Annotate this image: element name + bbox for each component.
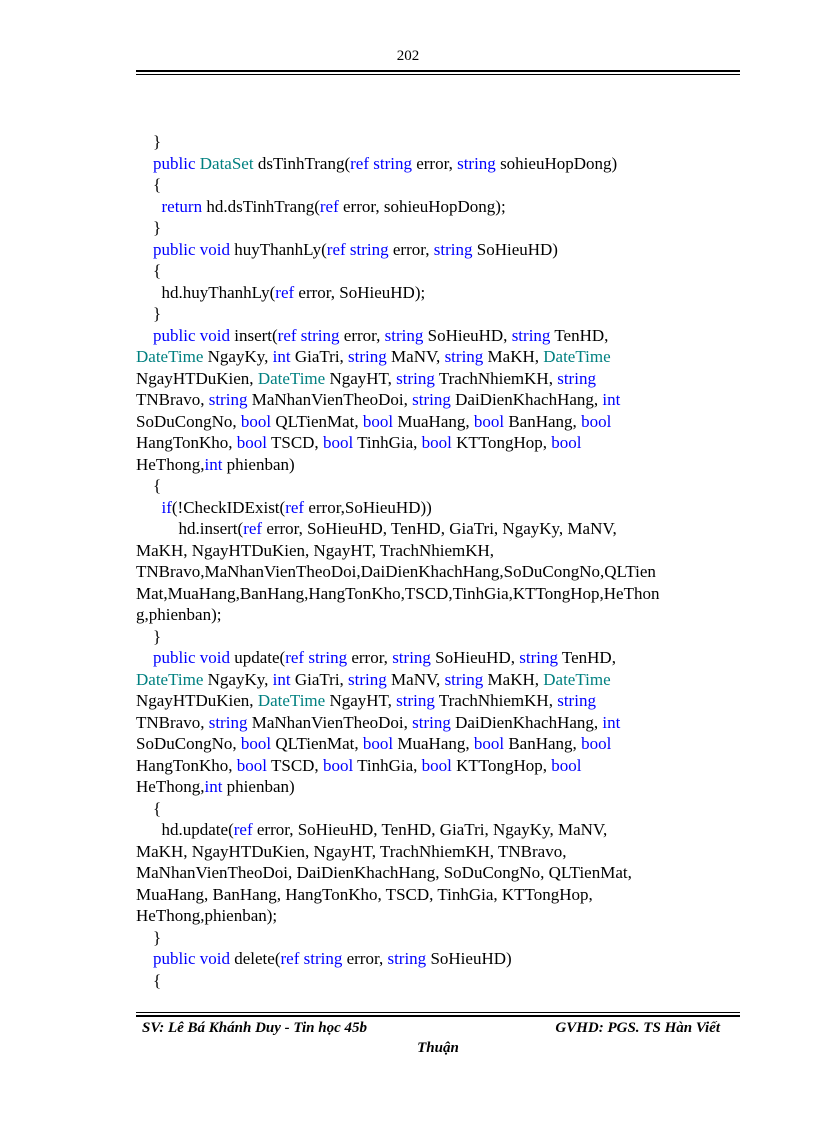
code-text: SoDuCongNo, <box>136 734 241 753</box>
code-keyword: void <box>199 325 230 345</box>
code-line <box>136 518 740 540</box>
code-type: DateTime <box>543 669 611 689</box>
footer-student: SV: Lê Bá Khánh Duy - Tin học 45b <box>142 1020 368 1036</box>
code-line <box>136 153 740 175</box>
code-keyword: string <box>511 325 551 345</box>
code-text: MuaHang, <box>393 734 474 753</box>
code-keyword: string <box>303 949 343 968</box>
code-keyword: void <box>199 239 230 259</box>
code-keyword: bool <box>236 433 268 452</box>
header-rule <box>136 70 740 75</box>
code-keyword: ref <box>243 519 263 538</box>
code-text: TNBravo, <box>136 712 209 732</box>
code-keyword: ref <box>275 282 295 302</box>
code-text: (!CheckIDExist( <box>171 497 286 517</box>
code-keyword: string <box>412 390 451 409</box>
code-line <box>136 540 740 562</box>
code-text: NgayHT, <box>325 691 397 710</box>
code-keyword: string <box>444 347 484 366</box>
code-text: MuaHang, BanHang, HangTonKho, TSCD, TinhGia, KTTongHop, <box>136 884 593 904</box>
code-line <box>136 260 740 282</box>
code-line <box>136 862 740 884</box>
code-line <box>136 282 740 304</box>
code-text: TrachNhiemKH, <box>434 368 558 388</box>
code-keyword: string <box>208 712 248 732</box>
code-keyword: public <box>153 153 196 173</box>
code-text: g,phienban); <box>136 605 222 624</box>
code-text: MaKH, NgayHTDuKien, NgayHT, TrachNhiemKH, TNBravo, <box>136 841 567 861</box>
code-text: HeThong, <box>136 777 205 796</box>
code-keyword: string <box>433 239 473 259</box>
code-text: TrachNhiemKH, <box>434 691 558 710</box>
footer-supervisor-continuation: Thuận <box>417 1040 459 1056</box>
code-line <box>136 905 740 927</box>
code-keyword: bool <box>421 755 452 775</box>
code-line <box>136 690 740 712</box>
code-keyword: public <box>153 949 196 968</box>
code-text: error, <box>342 949 388 968</box>
code-text: error, SoHieuHD); <box>294 282 426 302</box>
code-text: HeThong,phienban); <box>136 906 278 925</box>
code-text: error, <box>339 325 385 345</box>
code-keyword: bool <box>322 755 354 775</box>
code-line <box>136 970 740 992</box>
code-text: NgayKy, <box>203 669 273 689</box>
code-keyword: string <box>348 347 387 366</box>
code-line <box>136 776 740 798</box>
code-text: { <box>136 261 162 280</box>
code-keyword: string <box>396 691 435 710</box>
code-line <box>136 798 740 820</box>
code-text: error, <box>411 153 458 173</box>
code-line <box>136 389 740 411</box>
code-text <box>136 154 153 173</box>
code-keyword: bool <box>473 734 505 753</box>
code-type: DateTime <box>543 347 611 366</box>
footer-rule <box>136 1012 740 1017</box>
code-text: } <box>136 927 162 947</box>
code-text: HangTonKho, <box>136 755 237 775</box>
code-keyword: bool <box>421 433 452 452</box>
code-text: { <box>136 476 162 495</box>
code-text: BanHang, <box>504 411 582 431</box>
code-keyword: bool <box>551 755 582 775</box>
code-keyword: ref <box>277 325 297 345</box>
code-line <box>136 346 740 368</box>
code-text <box>136 498 162 517</box>
code-text: error, <box>347 648 393 667</box>
code-text: } <box>136 132 162 151</box>
code-text: dsTinhTrang( <box>253 153 351 173</box>
code-line <box>136 561 740 583</box>
code-text: KTTongHop, <box>451 755 552 775</box>
code-text: { <box>136 175 162 194</box>
code-line <box>136 475 740 497</box>
code-text: MaNhanVienTheoDoi, <box>247 390 413 409</box>
code-keyword: public <box>153 239 196 259</box>
code-type: DateTime <box>136 347 204 366</box>
code-line <box>136 669 740 691</box>
code-text: HeThong, <box>136 454 205 474</box>
code-keyword: string <box>557 691 596 710</box>
code-keyword: string <box>444 669 484 689</box>
code-keyword: bool <box>236 755 268 775</box>
code-text: TinhGia, <box>353 433 422 452</box>
code-text: MaKH, <box>483 347 544 366</box>
code-line <box>136 948 740 970</box>
code-line <box>136 325 740 347</box>
code-text: SoHieuHD) <box>426 949 512 968</box>
code-text: MaNV, <box>386 347 445 366</box>
code-text <box>136 240 153 259</box>
code-text: SoHieuHD, <box>423 325 512 345</box>
code-text: TNBravo,MaNhanVienTheoDoi,DaiDienKhachHang,SoDuCongNo,QLTien <box>136 562 656 581</box>
code-text: DaiDienKhachHang, <box>450 390 603 409</box>
code-keyword: ref <box>233 820 253 839</box>
code-text: TenHD, <box>550 325 609 345</box>
code-text: TNBravo, <box>136 390 209 409</box>
code-type: DataSet <box>199 153 254 173</box>
code-keyword: bool <box>362 411 394 431</box>
code-text: phienban) <box>222 454 295 474</box>
code-text: QLTienMat, <box>271 734 363 753</box>
code-listing <box>136 131 740 991</box>
code-text: MuaHang, <box>393 411 474 431</box>
code-text: error,SoHieuHD)) <box>304 497 432 517</box>
code-text: GiaTri, <box>290 669 349 689</box>
code-text: { <box>136 798 162 818</box>
code-line <box>136 411 740 433</box>
code-keyword: ref <box>285 648 305 667</box>
code-keyword: public <box>153 648 196 667</box>
code-keyword: ref <box>280 949 300 968</box>
code-keyword: string <box>412 712 451 732</box>
code-text: NgayHTDuKien, <box>136 368 258 388</box>
code-keyword: string <box>308 648 348 667</box>
code-line <box>136 239 740 261</box>
code-line <box>136 196 740 218</box>
code-text <box>136 197 162 216</box>
code-line <box>136 368 740 390</box>
code-text: phienban) <box>222 777 295 796</box>
code-keyword: bool <box>240 734 272 753</box>
code-line <box>136 131 740 153</box>
code-keyword: string <box>349 239 389 259</box>
code-text: KTTongHop, <box>451 433 552 452</box>
code-keyword: string <box>300 325 340 345</box>
code-text: BanHang, <box>504 734 582 753</box>
code-type: DateTime <box>257 691 326 710</box>
code-keyword: ref <box>285 497 305 517</box>
code-keyword: string <box>387 949 427 968</box>
code-text: error, <box>388 239 434 259</box>
code-keyword: void <box>199 648 230 667</box>
code-line <box>136 583 740 605</box>
code-text: } <box>136 304 162 323</box>
code-keyword: string <box>384 325 424 345</box>
code-keyword: string <box>348 669 387 689</box>
code-keyword: bool <box>473 411 505 431</box>
code-text: MaKH, <box>483 669 544 689</box>
code-text: HangTonKho, <box>136 433 237 452</box>
code-line <box>136 755 740 777</box>
code-text: DaiDienKhachHang, <box>450 712 603 732</box>
code-text: hd.dsTinhTrang( <box>202 196 320 216</box>
code-text: Mat,MuaHang,BanHang,HangTonKho,TSCD,TinhGia,KTTongHop,HeThon <box>136 583 660 603</box>
code-keyword: if <box>161 497 172 517</box>
code-keyword: int <box>272 347 291 366</box>
code-text: error, SoHieuHD, TenHD, GiaTri, NgayKy, MaNV, <box>252 820 608 839</box>
code-text: SoHieuHD, <box>430 648 520 667</box>
code-keyword: string <box>208 390 248 409</box>
code-line <box>136 733 740 755</box>
code-keyword: string <box>457 153 496 173</box>
code-keyword: bool <box>240 411 272 431</box>
code-text <box>136 648 153 667</box>
code-text: error, SoHieuHD, TenHD, GiaTri, NgayKy, MaNV, <box>262 519 617 538</box>
code-text: MaNV, <box>386 669 445 689</box>
code-text: QLTienMat, <box>271 411 363 431</box>
code-keyword: bool <box>362 734 394 753</box>
code-text <box>136 949 153 968</box>
code-line <box>136 841 740 863</box>
code-line <box>136 927 740 949</box>
code-line <box>136 604 740 626</box>
code-line <box>136 432 740 454</box>
code-text: MaNhanVienTheoDoi, DaiDienKhachHang, SoDuCongNo, QLTienMat, <box>136 863 632 882</box>
code-text: NgayKy, <box>203 347 273 366</box>
code-text: MaKH, NgayHTDuKien, NgayHT, TrachNhiemKH, <box>136 540 495 560</box>
code-keyword: bool <box>322 433 354 452</box>
code-text: MaNhanVienTheoDoi, <box>247 712 413 732</box>
code-keyword: string <box>396 368 435 388</box>
code-text <box>136 326 153 345</box>
code-keyword: int <box>602 390 621 409</box>
code-keyword: int <box>204 454 223 474</box>
code-line <box>136 174 740 196</box>
code-text: NgayHT, <box>325 368 397 388</box>
code-keyword: int <box>272 669 291 689</box>
code-keyword: public <box>153 325 196 345</box>
code-text: sohieuHopDong) <box>495 153 618 173</box>
footer-supervisor: GVHD: PGS. TS Hàn Viết <box>555 1020 720 1036</box>
code-text: TenHD, <box>557 648 616 667</box>
code-keyword: ref <box>326 239 346 259</box>
code-line <box>136 454 740 476</box>
code-text: } <box>136 218 162 237</box>
code-keyword: bool <box>581 734 612 753</box>
code-text: } <box>136 626 162 646</box>
code-text: hd.insert( <box>136 519 244 538</box>
code-line <box>136 884 740 906</box>
code-keyword: string <box>519 648 558 667</box>
code-line <box>136 497 740 519</box>
code-line <box>136 647 740 669</box>
page-number: 202 <box>396 48 420 64</box>
code-text: SoDuCongNo, <box>136 411 241 431</box>
code-text: TSCD, <box>267 433 323 452</box>
code-keyword: bool <box>551 433 582 452</box>
code-text: insert( <box>229 325 278 345</box>
code-line <box>136 712 740 734</box>
code-keyword: string <box>392 648 431 667</box>
code-text: { <box>136 970 162 990</box>
code-text: hd.huyThanhLy( <box>136 282 276 302</box>
code-text: huyThanhLy( <box>229 239 327 259</box>
code-text: GiaTri, <box>290 347 349 366</box>
code-type: DateTime <box>257 368 326 388</box>
code-text: SoHieuHD) <box>472 239 558 259</box>
code-keyword: string <box>373 153 412 173</box>
code-keyword: ref <box>319 196 339 216</box>
code-keyword: bool <box>581 411 612 431</box>
code-keyword: int <box>204 777 223 796</box>
code-text: TinhGia, <box>353 755 422 775</box>
code-line <box>136 303 740 325</box>
code-text: error, sohieuHopDong); <box>338 196 506 216</box>
code-line <box>136 626 740 648</box>
code-text: NgayHTDuKien, <box>136 691 258 710</box>
code-text: hd.update( <box>136 820 234 839</box>
code-text: delete( <box>229 949 281 968</box>
code-text: TSCD, <box>267 755 323 775</box>
code-line <box>136 819 740 841</box>
code-type: DateTime <box>136 669 204 689</box>
code-keyword: ref <box>350 153 369 173</box>
code-keyword: string <box>557 368 596 388</box>
code-text: update( <box>229 648 286 667</box>
code-keyword: return <box>161 196 203 216</box>
code-line <box>136 217 740 239</box>
code-keyword: void <box>199 949 230 968</box>
code-keyword: int <box>602 712 621 732</box>
